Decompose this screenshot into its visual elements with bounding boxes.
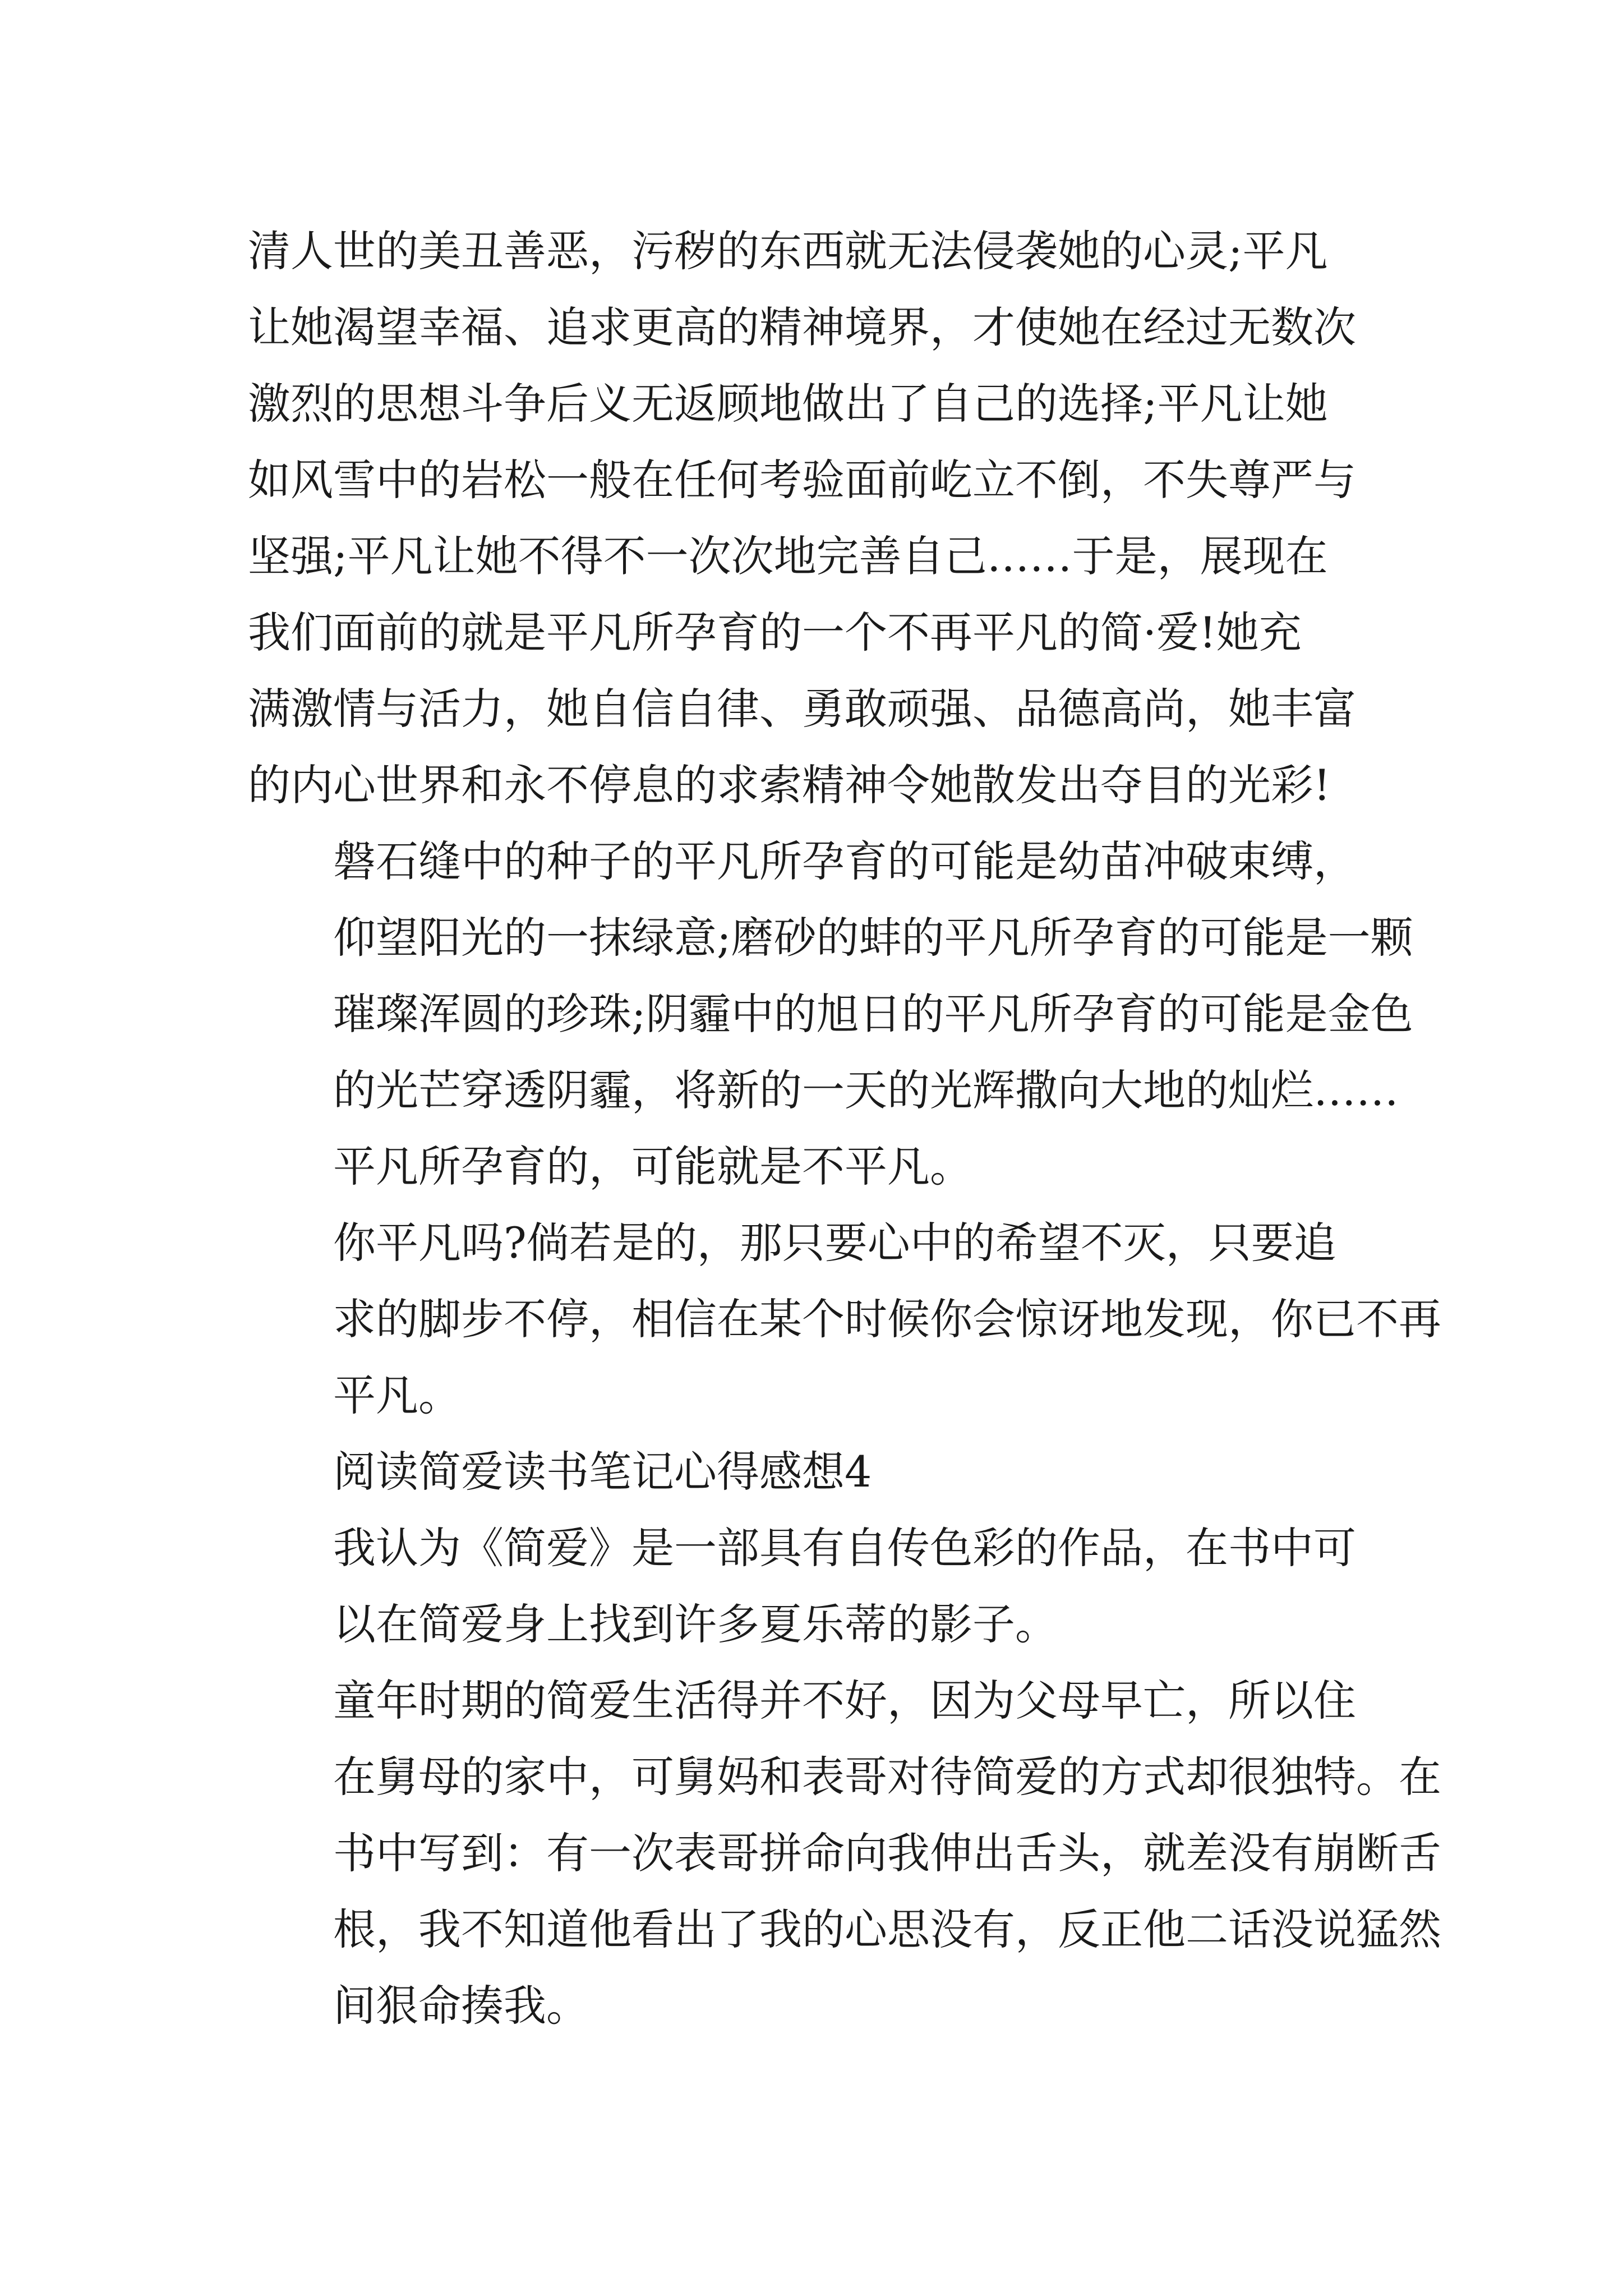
paragraph	[248, 1434, 1392, 1510]
text-line: 以在简爱身上找到许多夏乐蒂的影子。	[333, 1599, 1058, 1649]
text-line: 璀璨浑圆的珍珠;阴霾中的旭日的平凡所孕育的可能是金色	[333, 989, 1413, 1039]
paragraph	[248, 1510, 1392, 1663]
paragraph	[248, 1129, 1392, 1205]
text-line: 阅读简爱读书笔记心得感想4	[333, 1447, 872, 1497]
text-line: 平凡。	[333, 1370, 461, 1420]
text-line: 仰望阳光的一抹绿意;磨砂的蚌的平凡所孕育的可能是一颗	[333, 913, 1413, 963]
text-line: 激烈的思想斗争后义无返顾地做出了自己的选择;平凡让她	[248, 379, 1328, 429]
text-line: 在舅母的家中，可舅妈和表哥对待简爱的方式却很独特。在	[333, 1752, 1441, 1802]
text-line: 童年时期的简爱生活得并不好，因为父母早亡，所以住	[333, 1676, 1356, 1726]
paragraph	[248, 1205, 1441, 1434]
text-line: 的内心世界和永不停息的求索精神令她散发出夺目的光彩!	[248, 760, 1331, 810]
text-line: 清人世的美丑善恶，污秽的东西就无法侵袭她的心灵;平凡	[248, 226, 1328, 276]
text-line: 间狠命揍我。	[333, 1981, 589, 2031]
paragraph	[248, 213, 1392, 823]
text-line: 平凡所孕育的，可能就是不平凡。	[333, 1142, 972, 1191]
text-line: 满激情与活力，她自信自律、勇敢顽强、品德高尚，她丰富	[248, 684, 1356, 734]
text-line: 的光芒穿透阴霾，将新的一天的光辉撒向大地的灿烂……	[333, 1065, 1399, 1115]
text-line: 你平凡吗?倘若是的，那只要心中的希望不灭，只要追	[333, 1218, 1336, 1268]
paragraph	[248, 823, 1413, 1129]
text-line: 坚强;平凡让她不得不一次次地完善自己……于是，展现在	[248, 531, 1328, 581]
text-line: 根，我不知道他看出了我的心思没有，反正他二话没说猛然	[333, 1904, 1441, 1954]
paragraph	[248, 1663, 1441, 2044]
text-line: 我认为《简爱》是一部具有自传色彩的作品，在书中可	[333, 1523, 1356, 1573]
text-line: 如风雪中的岩松一般在任何考验面前屹立不倒，不失尊严与	[248, 455, 1356, 505]
text-line: 磐石缝中的种子的平凡所孕育的可能是幼苗冲破束缚，	[333, 836, 1356, 886]
text-line: 让她渴望幸福、追求更高的精神境界，才使她在经过无数次	[248, 302, 1356, 352]
document-body	[248, 213, 1441, 2044]
text-line: 求的脚步不停，相信在某个时候你会惊讶地发现，你已不再	[333, 1294, 1441, 1344]
text-line: 书中写到：有一次表哥拼命向我伸出舌头，就差没有崩断舌	[333, 1828, 1441, 1878]
text-line: 我们面前的就是平凡所孕育的一个不再平凡的简·爱!她充	[248, 608, 1302, 657]
